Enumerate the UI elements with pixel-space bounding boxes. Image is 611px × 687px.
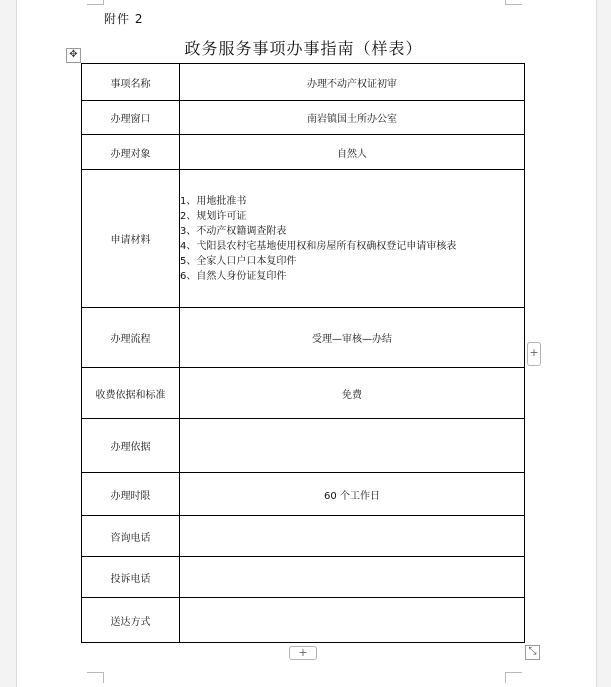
table-row	[82, 368, 525, 419]
materials-item: 3、不动产权籍调查附表	[180, 225, 287, 237]
row-value[interactable]	[180, 419, 525, 473]
materials-item: 4、弋阳县农村宅基地使用权和房屋所有权确权登记申请审核表	[180, 240, 457, 252]
row-label[interactable]: 办理窗口	[82, 101, 180, 135]
table-row	[82, 101, 525, 135]
row-label[interactable]: 办理依据	[82, 419, 180, 473]
page-corner-mark	[87, 0, 104, 5]
row-value[interactable]: 办理不动产权证初审	[180, 64, 525, 101]
materials-item: 2、规划许可证	[180, 210, 247, 222]
row-label[interactable]: 事项名称	[82, 64, 180, 101]
table-row	[82, 170, 525, 308]
table-row	[82, 419, 525, 473]
row-label[interactable]: 送达方式	[82, 598, 180, 643]
table-row	[82, 64, 525, 101]
table-row	[82, 135, 525, 170]
row-label[interactable]: 办理对象	[82, 135, 180, 170]
document-title: 政务服务事项办事指南（样表）	[184, 39, 423, 58]
add-row-button[interactable]	[527, 342, 541, 366]
row-label[interactable]: 办理时限	[82, 473, 180, 516]
row-label[interactable]: 申请材料	[82, 170, 180, 308]
materials-item: 1、用地批准书	[180, 195, 247, 207]
row-value[interactable]: 60 个工作日	[180, 473, 525, 516]
table-row	[82, 598, 525, 643]
table-row	[82, 516, 525, 557]
row-label[interactable]: 收费依据和标准	[82, 368, 180, 419]
guide-table	[81, 63, 525, 643]
table-row	[82, 308, 525, 368]
row-label[interactable]: 咨询电话	[82, 516, 180, 557]
table-row	[82, 473, 525, 516]
table-row	[82, 557, 525, 598]
page-corner-mark	[87, 672, 104, 683]
row-label[interactable]: 办理流程	[82, 308, 180, 368]
table-resize-handle-icon[interactable]: ⤡	[525, 645, 540, 660]
row-value[interactable]: 受理—审核—办结	[180, 308, 525, 368]
plus-icon: +	[529, 346, 539, 359]
row-value[interactable]: 免费	[180, 368, 525, 419]
plus-icon: +	[298, 646, 308, 659]
row-value[interactable]	[180, 516, 525, 557]
row-label[interactable]: 投诉电话	[82, 557, 180, 598]
table-move-handle-icon[interactable]: ✥	[66, 48, 81, 63]
row-value[interactable]	[180, 598, 525, 643]
row-value[interactable]: 自然人	[180, 135, 525, 170]
add-column-button[interactable]	[289, 646, 317, 660]
materials-list[interactable]	[180, 170, 525, 308]
row-value[interactable]	[180, 557, 525, 598]
page-corner-mark	[505, 672, 522, 683]
materials-item: 5、全家人口户口本复印件	[180, 255, 297, 267]
attachment-label: 附件 2	[104, 12, 144, 26]
materials-item: 6、自然人身份证复印件	[180, 270, 287, 282]
row-value[interactable]: 南岩镇国土所办公室	[180, 101, 525, 135]
page-corner-mark	[505, 0, 522, 5]
